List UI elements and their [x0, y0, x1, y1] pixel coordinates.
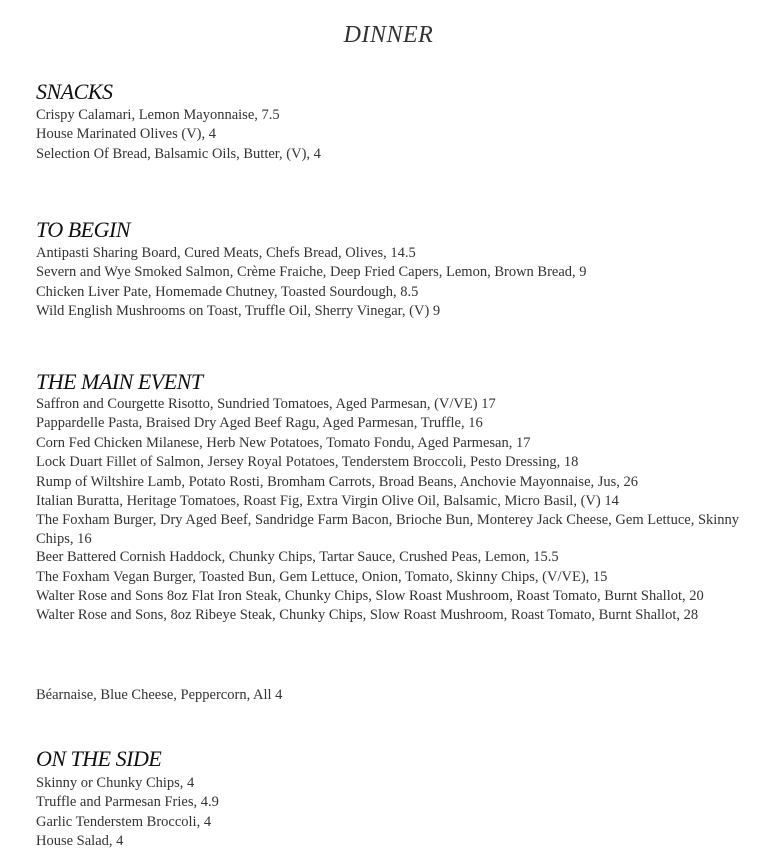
section-heading-to-begin: TO BEGIN — [36, 217, 130, 242]
menu-item: Walter Rose and Sons 8oz Flat Iron Steak, Chunky Chips, Slow Roast Mushroom, Roast Tomato, Burnt Shallot, 20 — [36, 588, 704, 605]
menu-item: Crispy Calamari, Lemon Mayonnaise, 7.5 — [36, 107, 280, 123]
menu-item: Pappardelle Pasta, Braised Dry Aged Beef Ragu, Aged Parmesan, Truffle, 16 — [36, 415, 483, 432]
menu-item: Walter Rose and Sons, 8oz Ribeye Steak, Chunky Chips, Slow Roast Mushroom, Roast Tomato, Burnt Shallot, 28 — [36, 606, 699, 623]
menu-item: The Foxham Burger, Dry Aged Beef, Sandridge Farm Bacon, Brioche Bun, Monterey Jack Cheese, Gem Lettuce, Skinny Chips, 16 — [36, 512, 740, 547]
menu-item: Garlic Tenderstem Broccoli, 4 — [36, 813, 212, 830]
main-event-list — [36, 395, 741, 624]
menu-item: Italian Buratta, Heritage Tomatoes, Roast Fig, Extra Virgin Olive Oil, Balsamic, Micro Basil, (V) 14 — [36, 493, 619, 510]
menu-item: Beer Battered Cornish Haddock, Chunky Chips, Tartar Sauce, Crushed Peas, Lemon, 15.5 — [36, 549, 559, 566]
menu-item: Severn and Wye Smoked Salmon, Crème Fraiche, Deep Fried Capers, Lemon, Brown Bread, 9 — [36, 264, 587, 281]
to-begin-list — [36, 244, 741, 322]
section-heading-on-the-side: ON THE SIDE — [36, 746, 162, 771]
on-the-side-list — [36, 774, 741, 852]
menu-item: House Salad, 4 — [36, 833, 124, 850]
menu-item: Chicken Liver Pate, Homemade Chutney, Toasted Sourdough, 8.5 — [36, 283, 419, 300]
snacks-list — [36, 106, 741, 164]
menu-title: DINNER — [343, 22, 434, 48]
menu-item: Rump of Wiltshire Lamb, Potato Rosti, Bromham Carrots, Broad Beans, Anchovie Mayonnaise, Jus, 26 — [36, 473, 639, 490]
menu-item: Lock Duart Fillet of Salmon, Jersey Royal Potatoes, Tenderstem Broccoli, Pesto Dressing, 18 — [36, 454, 579, 471]
sauces-note: Béarnaise, Blue Cheese, Peppercorn, All 4 — [36, 687, 283, 703]
menu-item: Wild English Mushrooms on Toast, Truffle Oil, Sherry Vinegar, (V) 9 — [36, 303, 441, 320]
menu-item: Antipasti Sharing Board, Cured Meats, Chefs Bread, Olives, 14.5 — [36, 245, 416, 261]
menu-item: Saffron and Courgette Risotto, Sundried Tomatoes, Aged Parmesan, (V/VE) 17 — [36, 396, 496, 412]
section-heading-main-event: THE MAIN EVENT — [36, 369, 203, 394]
menu-item: The Foxham Vegan Burger, Toasted Bun, Gem Lettuce, Onion, Tomato, Skinny Chips, (V/VE), 15 — [36, 568, 608, 585]
menu-item: House Marinated Olives (V), 4 — [36, 126, 216, 143]
menu-item: Skinny or Chunky Chips, 4 — [36, 775, 195, 791]
menu-item: Corn Fed Chicken Milanese, Herb New Potatoes, Tomato Fondu, Aged Parmesan, 17 — [36, 434, 531, 451]
menu-item: Truffle and Parmesan Fries, 4.9 — [36, 794, 219, 811]
menu-item: Selection Of Bread, Balsamic Oils, Butter, (V), 4 — [36, 145, 321, 162]
section-heading-snacks: SNACKS — [36, 79, 113, 104]
